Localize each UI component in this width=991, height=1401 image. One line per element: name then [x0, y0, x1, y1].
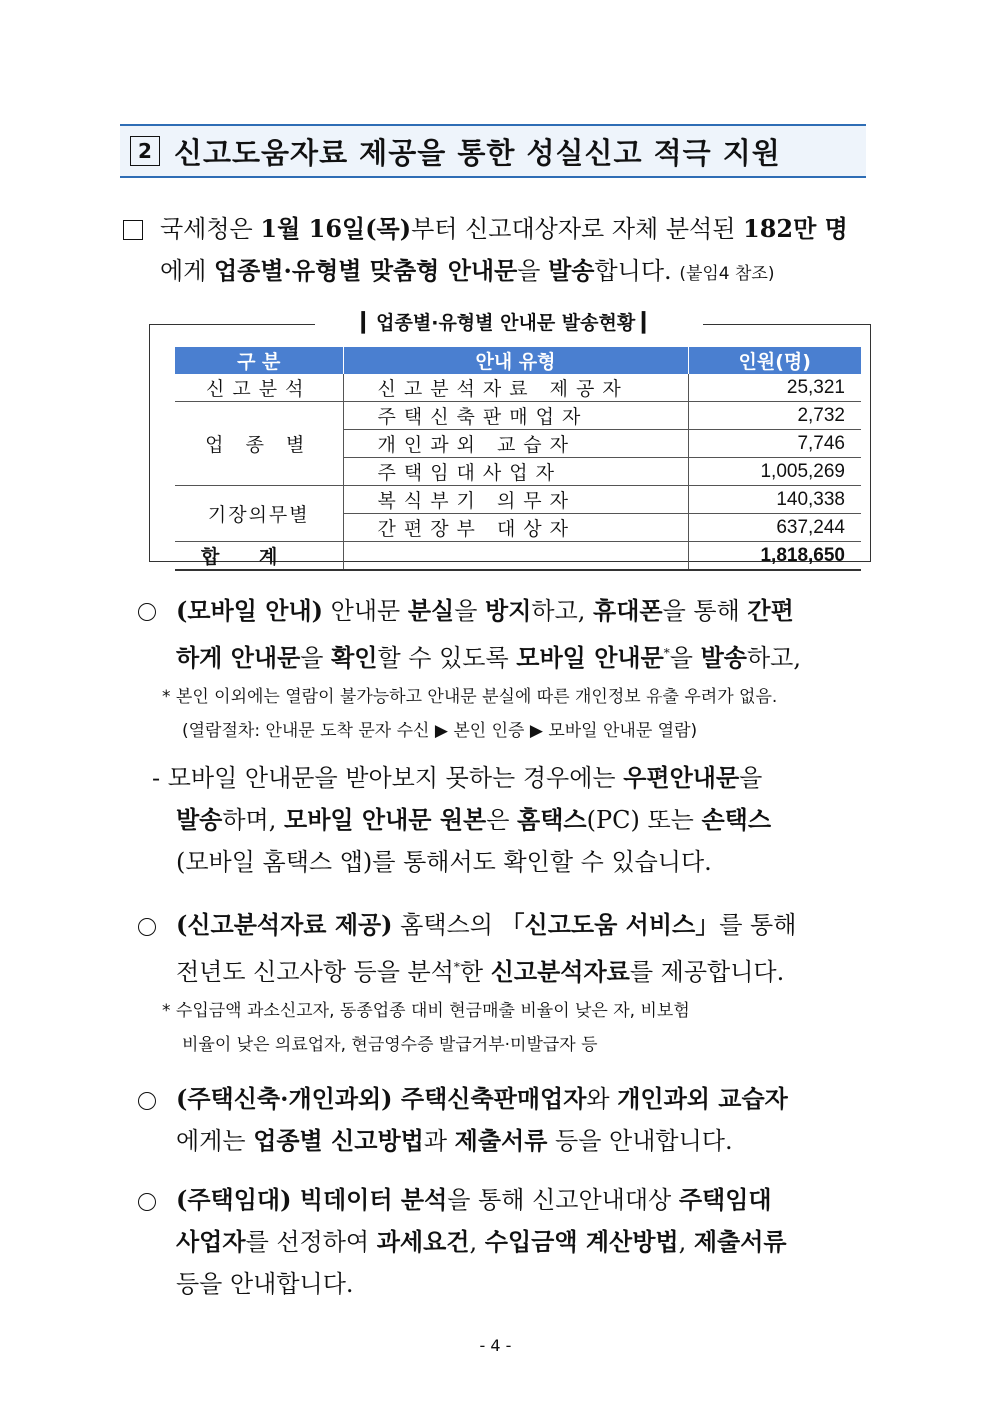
lead-paragraph — [160, 208, 880, 295]
mobile-line-1: (모바일 안내) 안내문 분실을 방지하고, 휴대폰을 통해 간편 — [176, 596, 794, 625]
analysis-footnote: * 수입금액 과소신고자, 동종업종 대비 현금매출 비율이 낮은 자, 비보험 비율이 낮은 의료업자, 현금영수증 발급거부·미발급자 등 — [162, 1001, 690, 1055]
page-number: - 4 - — [479, 1336, 512, 1355]
table-header-row — [175, 347, 861, 374]
circle-bullet-icon — [138, 1193, 156, 1211]
header-count: 인원(명) — [688, 347, 861, 374]
header-category: 구 분 — [175, 347, 343, 374]
table-row: 신고분석 신고분석자료 제공자 25,321 — [175, 374, 861, 402]
section-number: 2 — [130, 136, 160, 166]
lead-line-2: 에게 업종별·유형별 맞춤형 안내문을 발송합니다. (붙임4 참조) — [160, 256, 775, 285]
table-row: 주택임대사업자 1,005,269 — [175, 458, 861, 486]
mobile-footnote: * 본인 이외에는 열람이 불가능하고 안내문 분실에 따른 개인정보 유출 우려가 없음. (열람절차: 안내문 도착 문자 수신 ▶ 본인 인증 ▶ 모바일 안내문 열람) — [162, 687, 778, 741]
dispatch-status-table — [175, 347, 861, 571]
table-caption: ▎업종별·유형별 안내문 발송현황 ▎ — [315, 308, 703, 338]
analysis-paragraph: (신고분석자료 제공) 홈택스의 「신고도움 서비스」를 통해 전년도 신고사항 등을 분석*한 신고분석자료를 제공합니다. — [176, 910, 797, 986]
mobile-line-2: 하게 안내문을 확인할 수 있도록 모바일 안내문*을 발송하고, — [176, 643, 801, 672]
circle-bullet-icon — [138, 603, 156, 621]
table-row: 기장의무별 복식부기 의무자 140,338 — [175, 486, 861, 514]
table-row: 개인과외 교습자 7,746 — [175, 430, 861, 458]
table-row: 업 종 별 주택신축판매업자 2,732 — [175, 402, 861, 430]
housing-paragraph: (주택신축·개인과외) 주택신축판매업자와 개인과외 교습자 에게는 업종별 신고방법과 제출서류 등을 안내합니다. — [176, 1084, 788, 1155]
circle-bullet-icon — [138, 918, 156, 936]
rental-paragraph: (주택임대) 빅데이터 분석을 통해 신고안내대상 주택임대 사업자를 선정하여 과세요건, 수입금액 계산방법, 제출서류 등을 안내합니다. — [176, 1185, 787, 1298]
header-type: 안내 유형 — [343, 347, 688, 374]
section-title: 신고도움자료 제공을 통한 성실신고 적극 지원 — [174, 135, 781, 170]
table-row: 간편장부 대상자 637,244 — [175, 514, 861, 542]
checkbox-bullet-icon — [123, 220, 143, 240]
mobile-sub-paragraph: - 모바일 안내문을 받아보지 못하는 경우에는 우편안내문을 발송하며, 모바일 안내문 원본은 홈택스(PC) 또는 손택스 (모바일 홈택스 앱)를 통해서도 확인할 수 있습니다. — [152, 763, 772, 876]
table-total-row: 합 계 1,818,650 — [175, 542, 861, 571]
circle-bullet-icon — [138, 1092, 156, 1110]
section-title-bar — [120, 124, 866, 178]
mobile-paragraph — [176, 590, 876, 679]
lead-line-1: 국세청은 1월 16일(목)부터 신고대상자로 자체 분석된 182만 명 — [160, 214, 848, 243]
